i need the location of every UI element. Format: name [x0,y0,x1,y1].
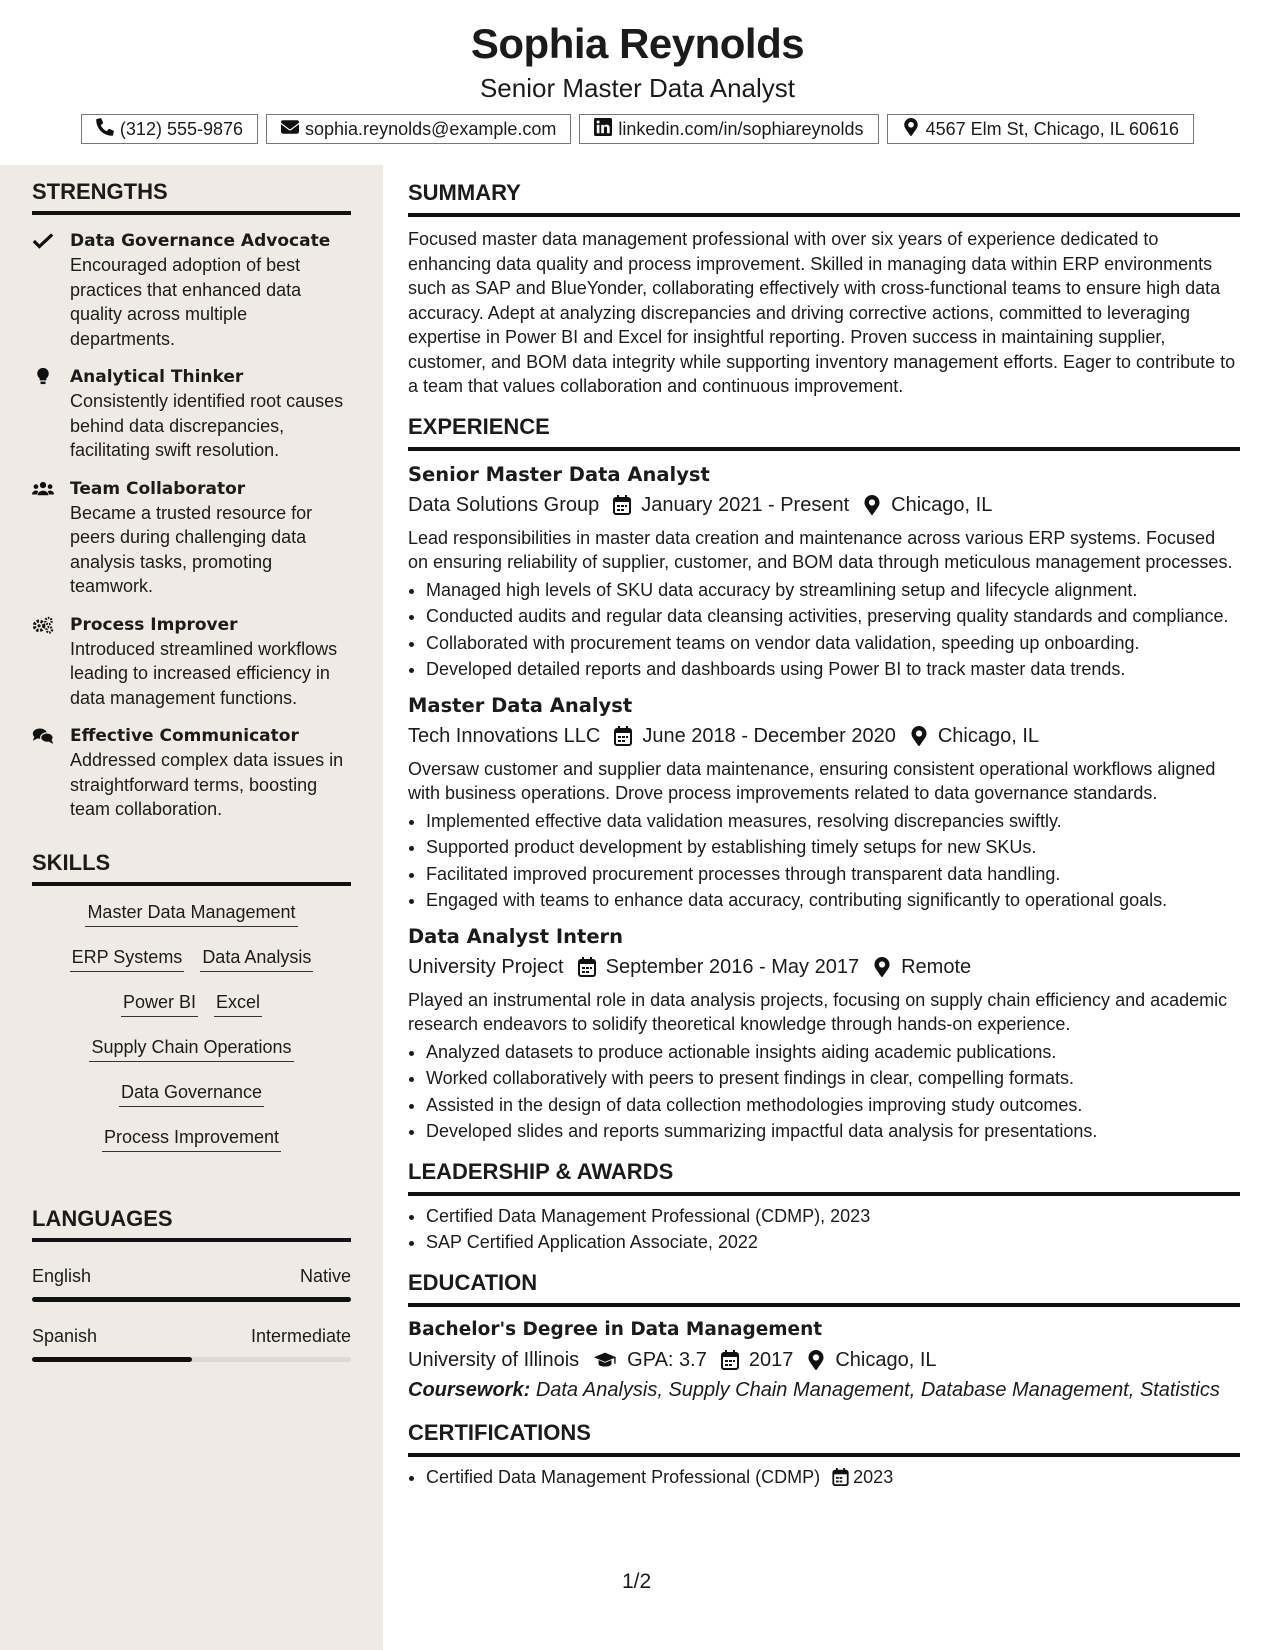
school-location: Chicago, IL [835,1348,937,1371]
job-title: Master Data Analyst [408,693,633,717]
skills-section [32,849,351,1170]
job-bullet: • Assisted in the design of data collection methodologies improving study outcomes. [426,1093,1240,1118]
address-text: 4567 Elm St, Chicago, IL 60616 [925,118,1180,139]
certification-item [426,1465,1240,1490]
candidate-title: Senior Master Data Analyst [479,73,796,103]
strength-item [32,724,351,822]
job-dates: June 2018 - December 2020 [642,724,896,747]
calendar-icon [613,495,631,515]
calendar-icon [721,1350,739,1370]
skill-tag: Data Governance [119,1080,264,1107]
contact-bar [0,114,1275,144]
summary-heading: SUMMARY [408,182,1240,217]
education-heading: EDUCATION [408,1272,1240,1307]
location-pin-icon [910,726,928,746]
email-contact[interactable] [266,114,571,144]
calendar-icon [578,957,596,977]
page-number: 1/2 [622,1570,652,1593]
skill-tag: Supply Chain Operations [89,1035,293,1062]
language-name: English [32,1265,92,1286]
job-bullet: • Analyzed datasets to produce actionable insights aiding academic publications. [426,1040,1240,1065]
job-company: Tech Innovations LLC [408,724,601,747]
gpa-text: GPA: 3.7 [627,1348,707,1371]
language-proficiency-fill [32,1297,351,1302]
language-level: Intermediate [250,1325,351,1346]
coursework-label: Coursework: [408,1378,531,1401]
phone-text: (312) 555-9876 [119,118,244,139]
strength-desc: Encouraged adoption of best practices that enhanced data quality across multiple departments. [70,255,302,349]
location-pin-icon [807,1350,825,1370]
job-location: Remote [901,955,972,978]
resume-header [0,0,1275,165]
job-company: Data Solutions Group [408,493,600,516]
strength-desc: Consistently identified root causes behind data discrepancies, facilitating swift resolution. [70,391,344,460]
summary-text: Focused master data management professional with over six years of experience dedicated to enhancing data quality and process improvement. Skilled in managing data within ERP environments such as SAP and BlueYonder, collaborating effectively with cross-functional teams to ensure high data accuracy. Adept at analyzing discrepancies and driving corrective actions, committed to leveraging expertise in Power BI and Excel for insightful reporting. Proven success in maintaining supplier, customer, and BOM data integrity while supporting inventory management efforts. Eager to contribute to a team that values collaboration and continuous improvement. [408,229,1236,396]
main-column [408,182,1240,1491]
envelope-icon [281,118,299,141]
job-title: Senior Master Data Analyst [408,462,710,486]
certification-year: 2023 [853,1466,894,1487]
job-company: University Project [408,955,564,978]
degree-title: Bachelor's Degree in Data Management [408,1318,823,1340]
job-entry [408,923,1240,1144]
comments-icon [32,724,70,822]
candidate-name: Sophia Reynolds [470,20,805,67]
job-location: Chicago, IL [937,724,1040,747]
strength-title: Data Governance Advocate [70,231,331,251]
linkedin-text: linkedin.com/in/sophiareynolds [618,118,864,139]
coursework [408,1375,1240,1405]
check-icon [32,229,70,351]
email-text: sophia.reynolds@example.com [305,118,557,139]
strength-item [32,477,351,599]
job-bullet: • Managed high levels of SKU data accuracy by streamlining setup and lifecycle alignment. [426,578,1240,603]
phone-contact[interactable] [81,114,258,144]
job-bullet: • Developed detailed reports and dashboards using Power BI to track master data trends. [426,657,1240,682]
job-bullet: • Supported product development by establishing timely setups for new SKUs. [426,835,1240,860]
job-dates: September 2016 - May 2017 [605,955,860,978]
address-contact[interactable] [887,114,1195,144]
strength-title: Process Improver [70,614,238,635]
skill-tag: Master Data Management [85,900,297,927]
job-description: Lead responsibilities in master data creation and maintenance across various ERP systems. Focused on ensuring reliability of supplier, customer, and BOM data through meticulous management processes. [408,527,1233,572]
leadership-heading: LEADERSHIP & AWARDS [408,1161,1240,1196]
job-title: Data Analyst Intern [408,924,624,948]
strength-item [32,365,351,463]
skill-tag: ERP Systems [70,945,185,972]
experience-heading: EXPERIENCE [408,416,1240,451]
strength-desc: Addressed complex data issues in straightforward terms, boosting team collaboration. [70,750,344,819]
language-proficiency-fill [32,1357,192,1362]
skill-tag: Excel [214,990,262,1017]
language-item [32,1324,351,1362]
job-bullet: • Developed slides and reports summarizing impactful data analysis for presentations. [426,1119,1240,1144]
job-entry [408,461,1240,682]
job-bullet: • Engaged with teams to enhance data accuracy, contributing significantly to operational goals. [426,888,1240,913]
strength-item [32,229,351,351]
languages-section [32,1205,351,1362]
strength-title: Analytical Thinker [70,367,244,387]
skill-tag: Data Analysis [200,945,313,972]
calendar-icon [614,726,632,746]
strength-title: Effective Communicator [70,726,299,746]
location-pin-icon [873,957,891,977]
languages-heading: LANGUAGES [32,1208,351,1242]
experience-section [408,413,1240,1144]
language-item [32,1264,351,1302]
skills-heading: SKILLS [32,852,351,886]
graduation-cap-icon [593,1350,617,1370]
graduation-year: 2017 [748,1348,794,1371]
coursework-list: Data Analysis, Supply Chain Management, Database Management, Statistics [535,1378,1220,1401]
gears-icon [32,613,70,711]
education-section [408,1269,1240,1405]
skill-tag: Power BI [121,990,198,1017]
linkedin-contact[interactable] [579,114,878,144]
strength-desc: Introduced streamlined workflows leading to increased efficiency in data management functions. [70,638,338,708]
leadership-section [408,1158,1240,1255]
strength-title: Team Collaborator [70,478,246,499]
job-entry [408,692,1240,913]
job-dates: January 2021 - Present [641,493,850,516]
certification-name: • Certified Data Management Professional (CDMP) [426,1466,821,1487]
job-location: Chicago, IL [891,493,993,516]
strengths-heading: STRENGTHS [32,181,351,215]
lightbulb-icon [32,365,70,463]
strength-desc: Became a trusted resource for peers during challenging data analysis tasks, promoting teamwork. [70,502,313,596]
job-bullet: • Implemented effective data validation measures, resolving discrepancies swiftly. [426,809,1240,834]
users-icon [32,477,70,599]
language-proficiency-bar [32,1297,351,1302]
job-bullet: • Conducted audits and regular data cleansing activities, preserving quality standards and compliance. [426,604,1240,629]
school-name: University of Illinois [408,1348,580,1371]
language-name: Spanish [32,1325,98,1346]
job-bullet: • Facilitated improved procurement processes through transparent data handling. [426,862,1240,887]
certifications-heading: CERTIFICATIONS [408,1422,1240,1457]
award-item: • SAP Certified Application Associate, 2022 [426,1230,1240,1255]
job-description: Oversaw customer and supplier data maintenance, ensuring consistent operational workflows aligned with business operations. Drove process improvements related to data governance standards. [408,758,1216,803]
job-bullet: • Collaborated with procurement teams on vendor data validation, speeding up onboarding. [426,631,1240,656]
location-pin-icon [902,118,920,141]
award-item: • Certified Data Management Professional (CDMP), 2023 [426,1204,1240,1229]
certifications-section [408,1419,1240,1490]
phone-icon [96,118,114,141]
job-description: Played an instrumental role in data analysis projects, focusing on supply chain efficiency and academic research endeavors to solidify theoretical knowledge through hands-on experience. [408,989,1228,1034]
language-level: Native [299,1265,351,1286]
skill-tag: Process Improvement [102,1125,281,1152]
sidebar [0,165,383,1650]
location-pin-icon [863,495,881,515]
strength-item [32,613,351,711]
language-proficiency-bar [32,1357,351,1362]
job-bullet: • Worked collaboratively with peers to present findings in clear, compelling formats. [426,1066,1240,1091]
calendar-icon [832,1468,849,1486]
linkedin-icon [594,118,612,141]
